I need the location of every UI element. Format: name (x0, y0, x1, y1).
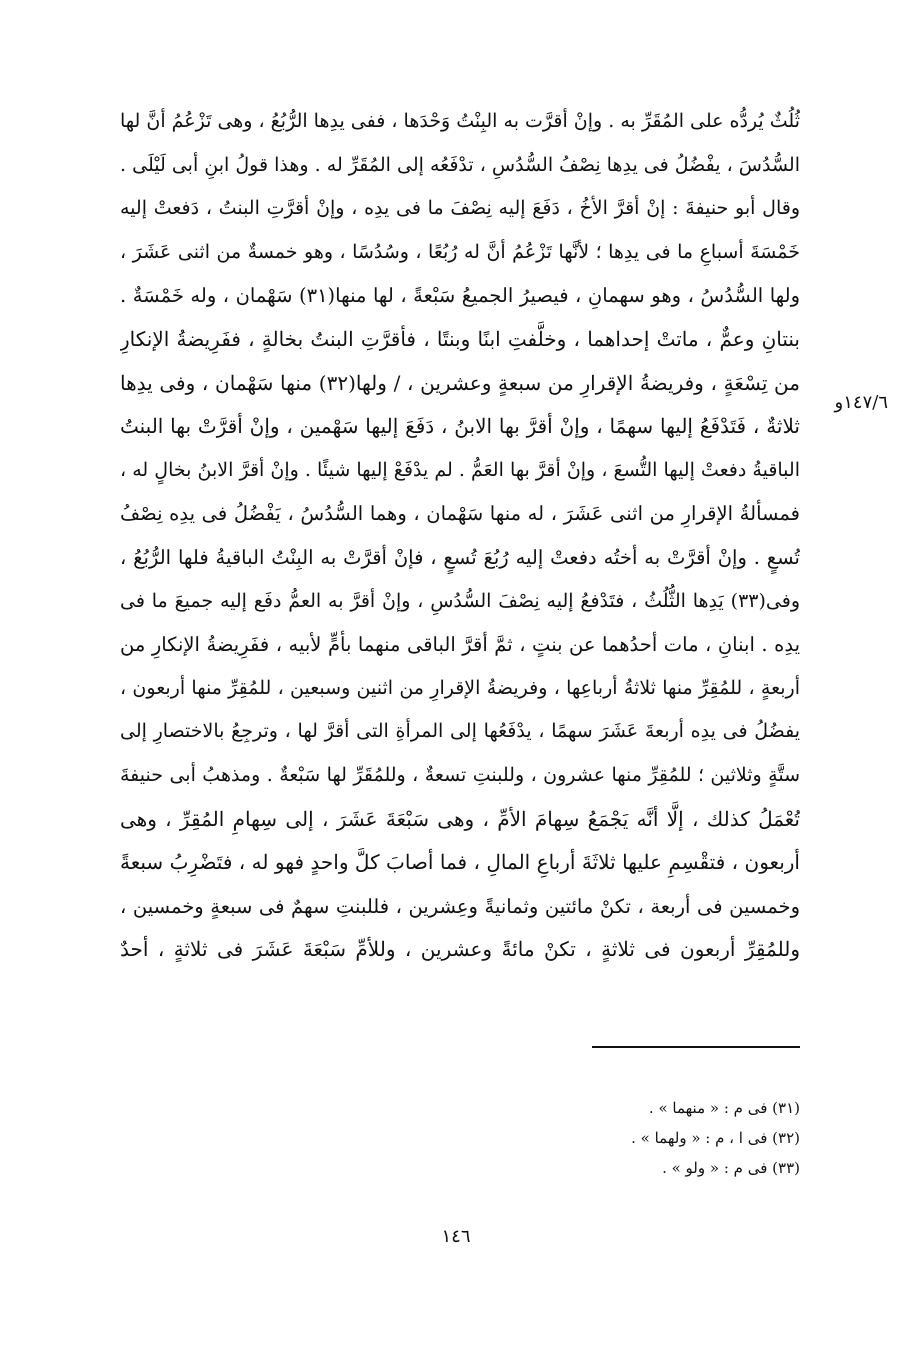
text-line: الباقيةُ دفعتْ إليها التُّسعَ ، وإنْ أقرَّ بها العَمُّ . لم يدْفَعْ إليها شيئًا . وإنْ أقرَّ الابنُ بخالٍ له ، (120, 458, 800, 481)
text-line: تُسعٍ . وإنْ أقرَّتْ به أختُه دفعتْ إليه رُبُعَ تُسعٍ ، فإنْ أقرَّتْ به البِنْتُ الباقيةُ فلها الرُّبُعُ ، (120, 545, 800, 569)
text-line: ثُلُثٌ يُردُّه على المُقَرِّ به . وإنْ أقرَّت به البِنْتُ وَحْدَها ، ففى يدِها الرُّبُعُ ، وهى تَزْعُمُ أنَّ لها (120, 110, 800, 132)
text-line: تُعْمَلُ كذلك ، إلَّا أنَّه يَجْمَعُ سِهامَ الأمِّ ، وهى سَبْعَةَ عَشَرَ ، إلى سِهامِ المُقِرِّ ، وهى (120, 806, 800, 831)
text-line: بنتانِ وعمٌّ ، ماتتْ إحداهما ، وخلَّفتِ ابنًا وبنتًا ، فأقرَّتِ البنتُ بخالةٍ ، ففَرِيضةُ الإنكارِ (120, 326, 800, 351)
text-line: وقال أبو حنيفةَ : إنْ أقرَّ الأخُ ، دَفَعَ إليه نِصْفَ ما فى يدِه ، وإنْ أقرَّتِ البنتُ ، دَفعتْ إليه (120, 197, 800, 220)
footnote: (٣٢) فى ا ، م : « ولهما » . (631, 1129, 800, 1147)
text-line: وخمسين فى أربعة ، تكنْ مائتين وثمانيةً وعِشرين ، فللبنتِ سهمٌ فى سبعةٍ وخمسين ، (120, 894, 800, 918)
text-line: من تِسْعَةٍ ، وفريضةُ الإقرارِ من سبعةٍ وعشرين ، / ولها(٣٢) منها سَهْمان ، وفى يدِها (120, 370, 800, 395)
footnote: (٣١) فى م : « منهما » . (648, 1099, 800, 1117)
margin-folio-reference: ١٤٧/٦و (834, 392, 888, 413)
footnotes (500, 1093, 800, 1183)
text-line: خَمْسَةَ أسباعِ ما فى يدِها ؛ لأنَّها تَزْعُمُ أنَّ له رُبُعًا ، وسُدُسًا ، وهو خمسةٌ من اثنى عَشَرَ ، (120, 240, 800, 263)
main-text (120, 100, 800, 972)
text-line: أربعةٍ ، للمُقِرِّ منها ثلاثةُ أرباعِها ، وفريضةُ الإقرارِ من اثنين وسبعين ، للمُقِرِّ منها أربعون ، (120, 676, 800, 699)
text-line: ولها السُّدُسُ ، وهو سهمانِ ، فيصيرُ الجميعُ سَبْعةً ، لها منها(٣١) سَهْمان ، وله خَمْسَةٌ . (120, 284, 800, 308)
text-line: وفى(٣٣) يَدِها الثُّلُثُ ، فتَدْفعُ إليه نِصْفَ السُّدُسِ ، وإنْ أقرَّ به العمُّ دفَع إليه جميعَ ما فى (120, 589, 800, 612)
footnote: (٣٣) فى م : « ولو » . (662, 1159, 800, 1177)
text-line: وللمُقِرِّ أربعون فى ثلاثةٍ ، تكنْ مائةً وعشرين ، وللأمِّ سَبْعَةَ عَشَرَ فى ثلاثةٍ ، أحدٌ (120, 937, 800, 962)
text-line: السُّدُسَ ، يفْضُلُ فى يدِها نِصْفُ السُّدُسِ ، تدْفَعُه إلى المُقَرِّ له . وهذا قولُ ابنِ أبى لَيْلَى . (120, 153, 800, 176)
footnote-separator (592, 1046, 800, 1048)
text-line: يدِه . ابنانِ ، مات أحدُهما عن بنتٍ ، ثمَّ أقرَّ الباقى منهما بأمٍّ لأبيه ، ففَرِيضةُ الإنكارِ من (120, 633, 800, 657)
text-line: يفضُلُ فى يدِه أربعةَ عَشَرَ سهمًا ، يدْفَعُها إلى المرأةِ التى أقرَّ لها ، وترجِعُ بالاختصارِ إلى (120, 720, 800, 743)
page-number: ١٤٦ (441, 1226, 471, 1247)
text-line: ستَّةٍ وثلاثين ؛ للمُقِرِّ منها عشرون ، وللبنتِ تسعةٌ ، وللمُقَرِّ لها سَبْعةٌ . ومذهبُ أبى حنيفةَ (120, 763, 800, 786)
text-line: أربعون ، فتقْسِمِ عليها ثلاثَةَ أرباعِ المالِ ، فما أصابَ كلَّ واحدٍ فهو له ، فتَضْرِبُ سبعةً (120, 850, 800, 875)
text-line: فمسألةُ الإقرارِ من اثنى عَشَرَ ، له منها سَهْمان ، وهما السُّدُسُ ، يَفْضُلُ فى يدِه نِصْفُ (120, 502, 800, 526)
text-line: ثلاثةٌ ، فَتَدْفَعُ إليها سهمًا ، وإنْ أقرَّ بها الابنُ ، دَفَعَ إليها سَهْمين ، وإنْ أقرَّتْ بها البنتُ (120, 414, 800, 439)
